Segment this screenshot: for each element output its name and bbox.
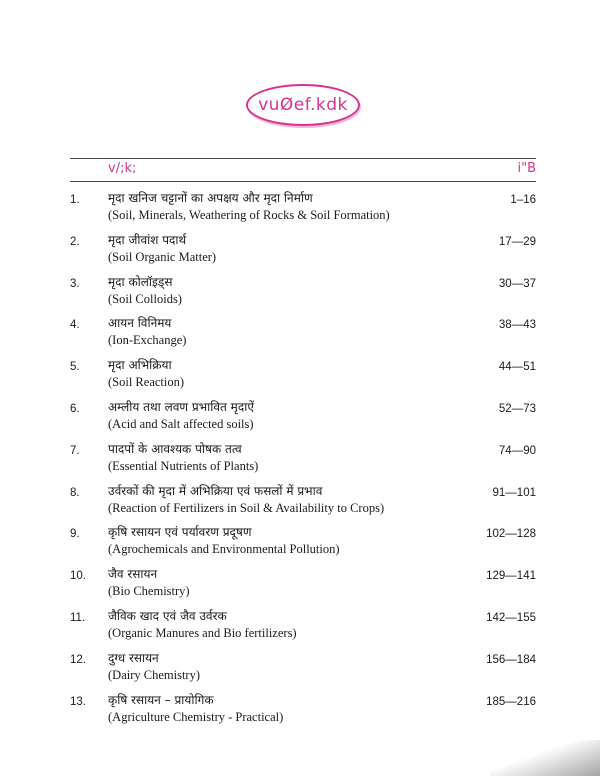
entry-pages: 17—29 [498, 235, 536, 248]
entry-pages: 156—184 [486, 653, 536, 666]
entry-english-title: (Soil, Minerals, Weathering of Rocks & Soil Formation) [108, 208, 390, 222]
entry-english-title: (Bio Chemistry) [108, 584, 190, 599]
title-oval [246, 84, 360, 126]
entry-pages: 30—37 [498, 277, 536, 290]
entry-hindi-title: मृदा जीवांश पदार्थ [108, 232, 187, 247]
toc-entry-8 [70, 481, 536, 523]
entry-english-title: (Acid and Salt affected soils) [108, 416, 254, 431]
entry-english-title: (Agriculture Chemistry - Practical) [108, 709, 284, 724]
toc-entry-2 [70, 230, 536, 272]
toc-entry-13 [70, 690, 536, 732]
entry-pages: 38—43 [498, 319, 536, 332]
entry-hindi-title: जैविक खाद एवं जैव उर्वरक [108, 608, 227, 623]
entry-number: 12. [70, 653, 86, 666]
toc-entry-4 [70, 313, 536, 355]
toc-entry-5 [70, 355, 536, 397]
toc-entry-9 [70, 522, 536, 564]
entry-english-title: (Soil Colloids) [108, 291, 182, 306]
entry-hindi-title: दुग्ध रसायन [108, 650, 159, 665]
toc-entry-11 [70, 606, 536, 648]
page-title: vuØef.kdk [258, 95, 348, 115]
entry-number: 2. [70, 235, 80, 248]
entry-english-title: (Organic Manures and Bio fertilizers) [108, 625, 297, 640]
entry-english-title: (Essential Nutrients of Plants) [108, 458, 259, 473]
toc-entry-7 [70, 439, 536, 481]
entry-hindi-title: मृदा कोलॉइड्स [108, 274, 173, 289]
corner-shadow [490, 740, 600, 776]
toc-entry-10 [70, 564, 536, 606]
table-of-contents [70, 188, 536, 731]
entry-pages: 185—216 [486, 695, 536, 708]
entry-hindi-title: अम्लीय तथा लवण प्रभावित मृदाऐं [108, 399, 254, 414]
chapter-column-heading: v/;k; [108, 161, 137, 176]
toc-entry-12 [70, 648, 536, 690]
entry-english-title: (Agrochemicals and Environmental Pollution) [108, 542, 340, 557]
entry-hindi-title: मृदा खनिज चट्टानों का अपक्षय और मृदा निर्माण [108, 191, 313, 205]
entry-number: 10. [70, 570, 86, 583]
entry-pages: 44—51 [498, 361, 536, 374]
page-column-heading: i"B [517, 161, 536, 176]
entry-number: 6. [70, 402, 80, 415]
toc-header [70, 158, 536, 182]
entry-number: 4. [70, 319, 80, 332]
entry-hindi-title: आयन विनिमय [108, 316, 172, 331]
entry-english-title: (Ion-Exchange) [108, 333, 187, 348]
entry-pages: 102—128 [486, 528, 536, 541]
entry-number: 5. [70, 361, 80, 374]
entry-number: 7. [70, 444, 80, 457]
toc-entry-1 [70, 188, 536, 230]
entry-hindi-title: मृदा अभिक्रिया [108, 358, 172, 373]
entry-number: 8. [70, 486, 80, 499]
entry-hindi-title: उर्वरकों की मृदा में अभिक्रिया एवं फसलों में प्रभाव [108, 483, 323, 498]
entry-hindi-title: कृषि रसायन एवं पर्यावरण प्रदूषण [108, 525, 252, 540]
entry-hindi-title: जैव रसायन [108, 567, 158, 582]
toc-entry-3 [70, 272, 536, 314]
entry-number: 1. [70, 194, 80, 206]
entry-pages: 1–16 [510, 194, 536, 206]
entry-pages: 52—73 [498, 402, 536, 415]
entry-pages: 129—141 [486, 570, 536, 583]
entry-pages: 91—101 [492, 486, 536, 499]
entry-number: 13. [70, 695, 86, 708]
entry-pages: 74—90 [498, 444, 536, 457]
entry-number: 11. [70, 611, 86, 624]
entry-pages: 142—155 [486, 611, 536, 624]
entry-english-title: (Reaction of Fertilizers in Soil & Availability to Crops) [108, 500, 385, 515]
entry-hindi-title: कृषि रसायन – प्रायोगिक [108, 692, 214, 707]
entry-english-title: (Soil Reaction) [108, 375, 185, 390]
entry-number: 9. [70, 528, 80, 541]
entry-hindi-title: पादपों के आवश्यक पोषक तत्व [108, 441, 242, 456]
toc-entry-6 [70, 397, 536, 439]
entry-english-title: (Dairy Chemistry) [108, 667, 200, 682]
entry-english-title: (Soil Organic Matter) [108, 249, 217, 264]
title-banner [0, 84, 600, 130]
entry-number: 3. [70, 277, 80, 290]
